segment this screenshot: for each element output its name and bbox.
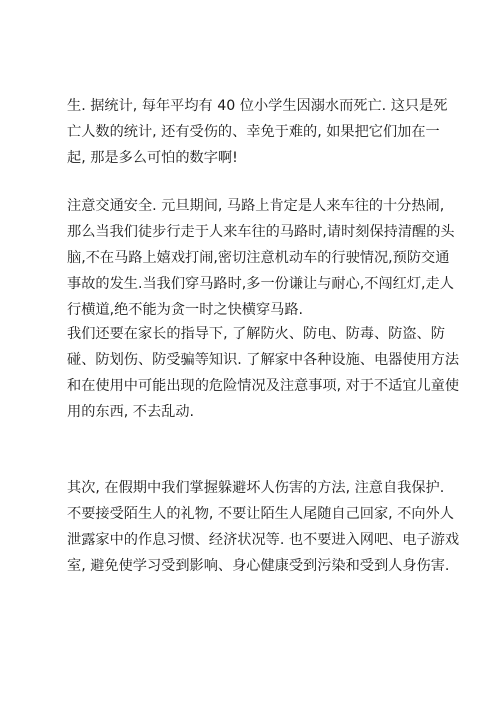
text-line: 那么当我们徒步行走于人来车往的马路时,请时刻保持清醒的头 bbox=[67, 224, 455, 240]
paragraph-stranger-safety bbox=[67, 475, 460, 579]
text-line: 起, 那是多么可怕的数字啊! bbox=[67, 150, 238, 166]
text-line: 室, 避免使学习受到影响、身心健康受到污染和受到人身伤害. bbox=[67, 558, 450, 574]
text-line: 碰、防划伤、防受骗等知识. 了解家中各种设施、电器使用方法 bbox=[67, 352, 460, 368]
text-line: 注意交通安全. 元旦期间, 马路上肯定是人来车往的十分热闹, bbox=[67, 198, 445, 214]
paragraph-traffic-safety bbox=[67, 193, 455, 323]
text-line: 不要接受陌生人的礼物, 不要让陌生人尾随自己回家, 不向外人 bbox=[67, 506, 454, 522]
text-line: 生. 据统计, 每年平均有 40 位小学生因溺水而死亡. 这只是死 bbox=[67, 98, 448, 114]
text-line: 行横道,绝不能为贪一时之快横穿马路. bbox=[67, 302, 304, 318]
text-line: 亡人数的统计, 还有受伤的、幸免于难的, 如果把它们加在一 bbox=[67, 124, 440, 140]
text-line: 我们还要在家长的指导下, 了解防火、防电、防毒、防盗、防 bbox=[67, 326, 445, 342]
paragraph-home-safety bbox=[67, 321, 460, 425]
text-line: 脑,不在马路上嬉戏打闹,密切注意机动车的行驶情况,预防交通 bbox=[67, 250, 450, 266]
text-line: 事故的发生.当我们穿马路时,多一份谦让与耐心,不闯红灯,走人 bbox=[67, 276, 454, 292]
text-line: 其次, 在假期中我们掌握躲避坏人伤害的方法, 注意自我保护. bbox=[67, 480, 445, 496]
text-line: 用的东西, 不去乱动. bbox=[67, 404, 195, 420]
text-line: 泄露家中的作息习惯、经济状况等. 也不要进入网吧、电子游戏 bbox=[67, 532, 460, 548]
paragraph-drowning-statistics bbox=[67, 93, 448, 171]
text-line: 和在使用中可能出现的危险情况及注意事项, 对于不适宜儿童使 bbox=[67, 378, 460, 394]
